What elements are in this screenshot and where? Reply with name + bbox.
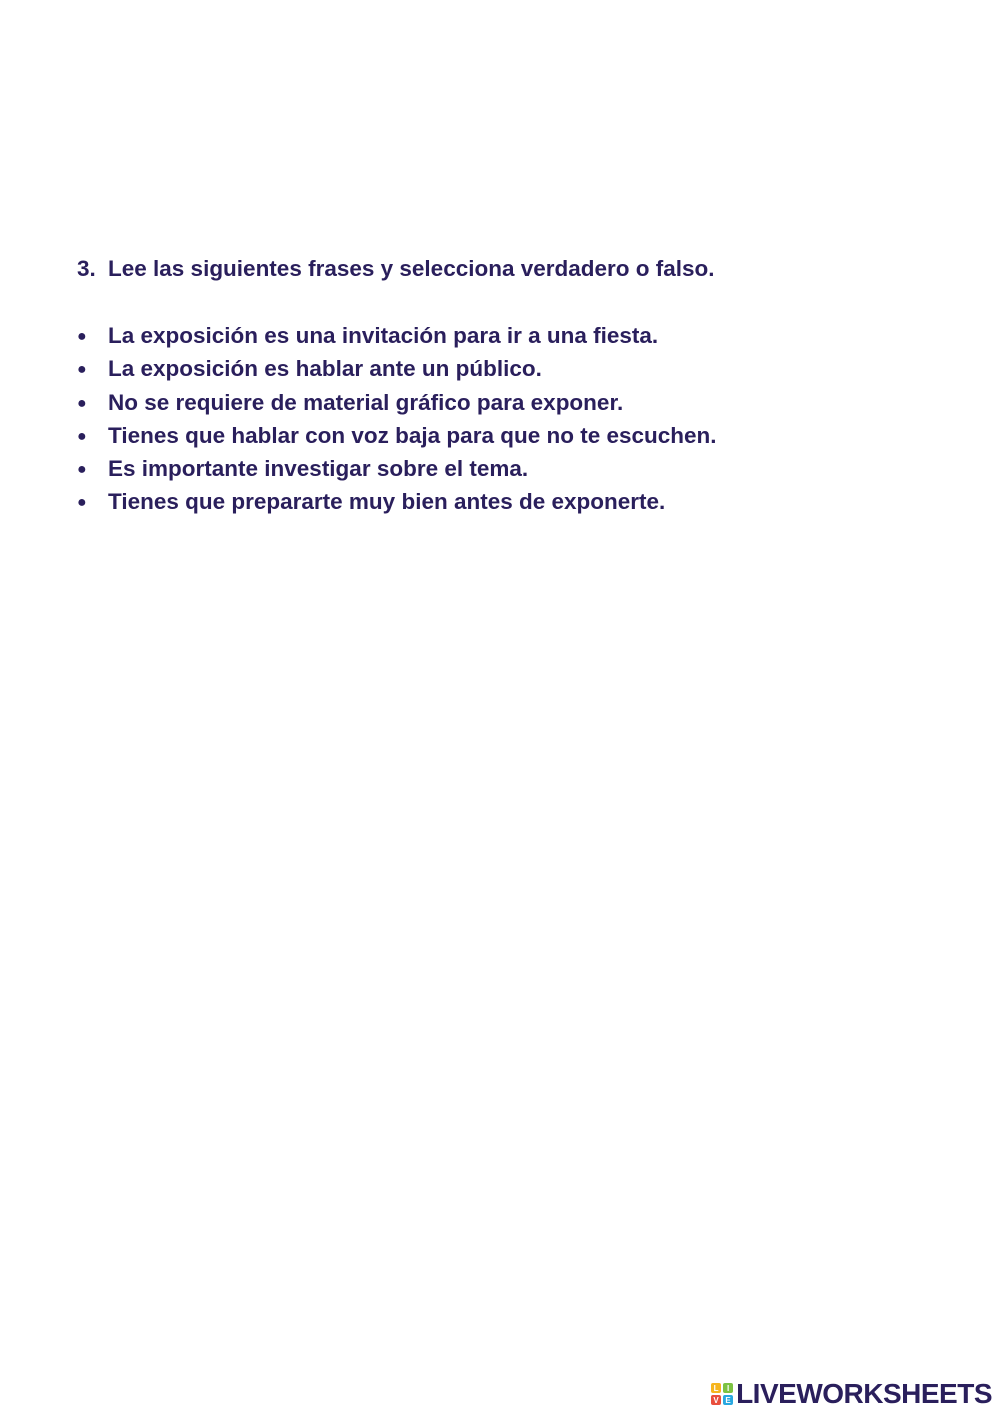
question-text: Lee las siguientes frases y selecciona verdadero o falso. — [108, 256, 715, 281]
statement-text: La exposición es una invitación para ir a una fiesta. — [108, 323, 659, 348]
statement-text: Tienes que prepararte muy bien antes de exponerte. — [108, 489, 666, 515]
question-heading — [77, 254, 715, 284]
statement-item — [77, 487, 717, 520]
statement-text: No se requiere de material gráfico para exponer. — [108, 389, 624, 415]
logo-mark-letter: V — [711, 1395, 721, 1405]
statement-item — [77, 354, 717, 387]
statement-item — [77, 421, 717, 454]
bullet-icon: ● — [77, 361, 87, 379]
statement-item — [77, 388, 717, 421]
statement-item — [77, 454, 717, 487]
logo-text: LIVEWORKSHEETS — [736, 1378, 992, 1409]
bullet-icon: ● — [77, 394, 87, 412]
statement-text: La exposición es hablar ante un público. — [108, 356, 542, 382]
liveworksheets-logo — [711, 1377, 992, 1411]
statement-text: Es importante investigar sobre el tema. — [108, 456, 529, 482]
logo-mark-letter: E — [723, 1395, 733, 1405]
statement-list — [77, 321, 717, 521]
bullet-icon: ● — [77, 461, 87, 479]
statement-item — [77, 321, 717, 354]
bullet-icon: ● — [77, 328, 87, 345]
bullet-icon: ● — [77, 427, 87, 445]
statement-text: Tienes que hablar con voz baja para que no te escuchen. — [108, 422, 717, 448]
logo-mark-letter: L — [711, 1383, 721, 1393]
logo-mark-letter: I — [723, 1383, 733, 1393]
question-number: 3. — [77, 256, 96, 281]
bullet-icon: ● — [77, 494, 87, 512]
logo-mark-icon — [711, 1383, 733, 1405]
